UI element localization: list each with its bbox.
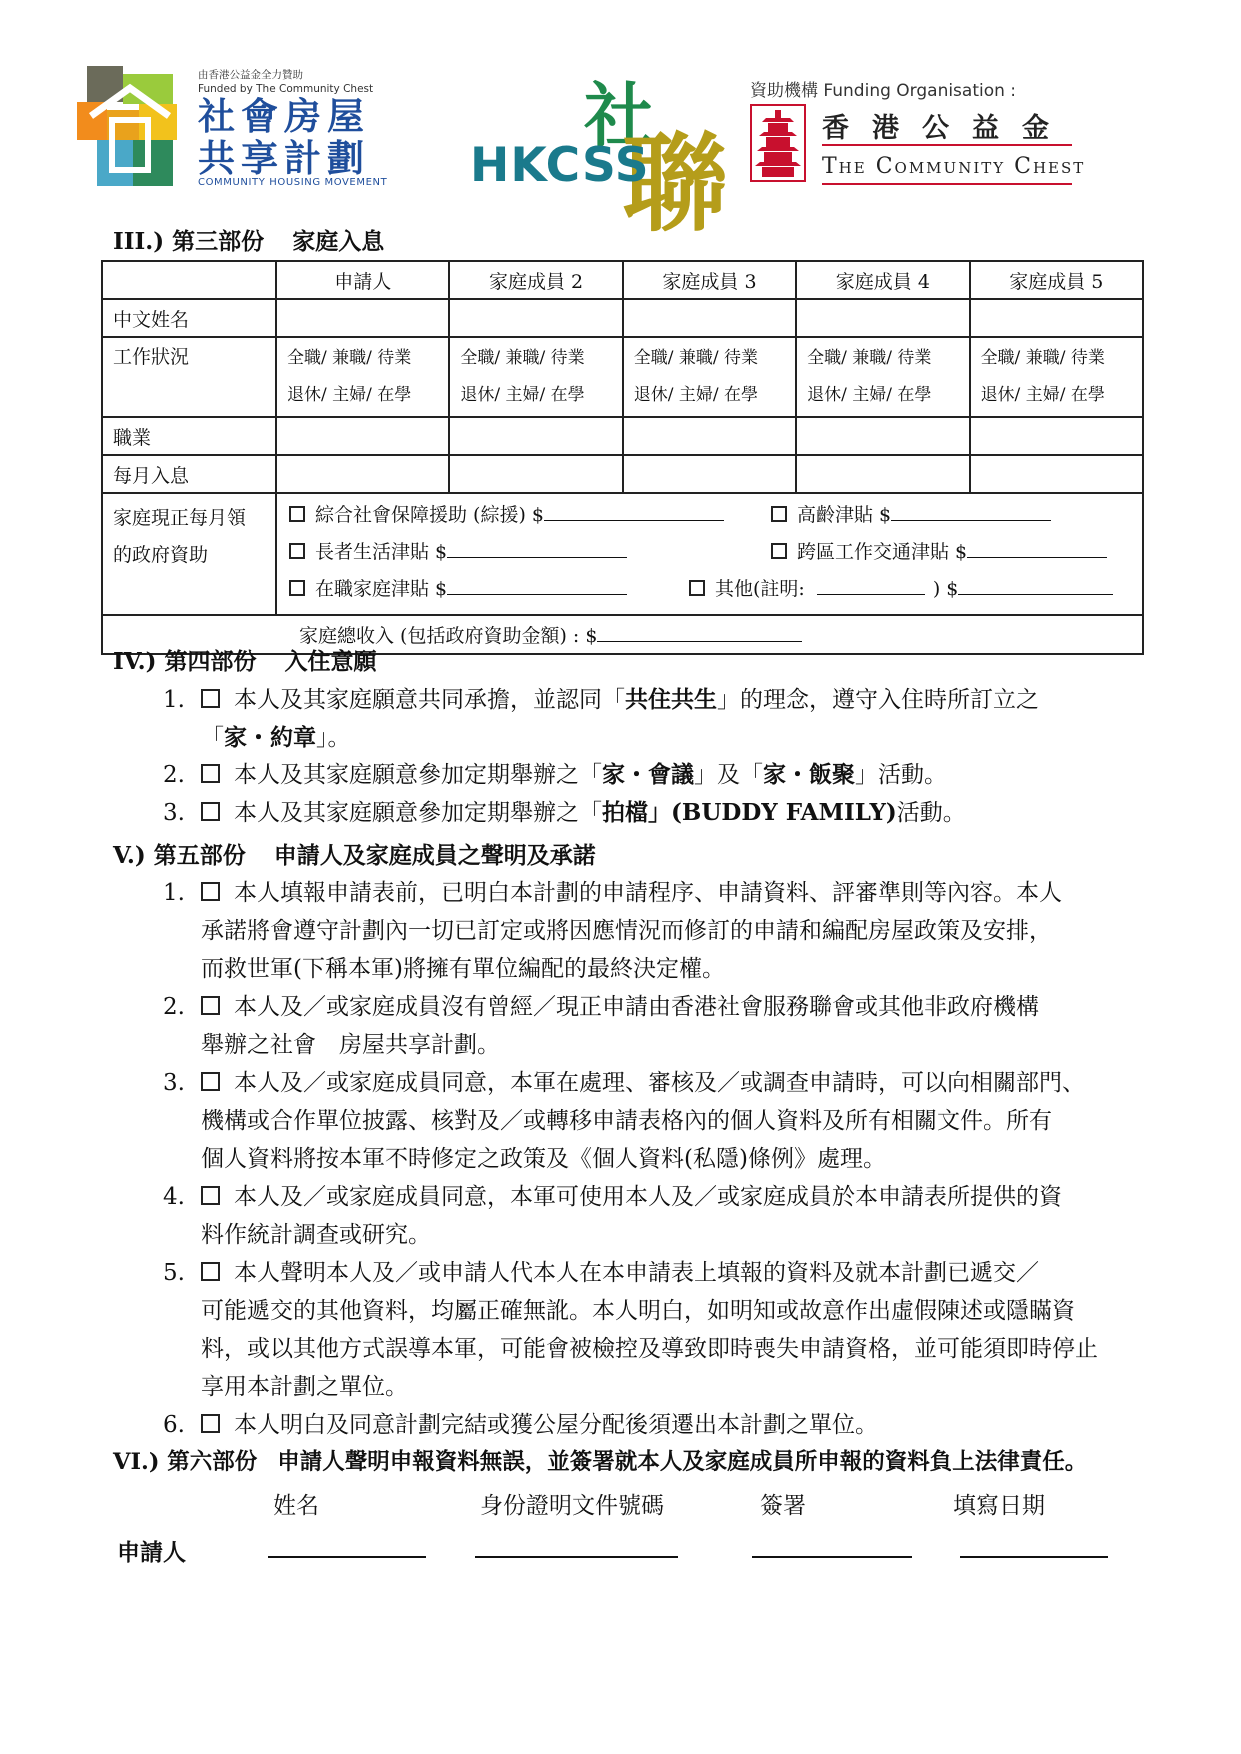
- header-member-5: 家庭成員 5: [970, 261, 1143, 299]
- section5-heading: [113, 842, 596, 870]
- checkbox-icon[interactable]: [771, 543, 787, 559]
- item-line: 本人明白及同意計劃完結或獲公屋分配後須遷出本計劃之單位。: [234, 1412, 878, 1438]
- work-status-options[interactable]: [276, 337, 449, 417]
- checkbox-icon[interactable]: [689, 580, 705, 596]
- section5-item-6: [163, 1406, 1143, 1446]
- item-bold-text: 」(BUDDY FAMILY): [648, 799, 897, 826]
- community-chest-name-cn: 香港公益金: [822, 113, 1072, 144]
- item-text: 本人及其家庭願意參加定期舉辦之「: [234, 762, 602, 788]
- applicant-signature-field[interactable]: [752, 1556, 912, 1558]
- work-status-options[interactable]: [796, 337, 969, 417]
- checkbox-icon[interactable]: [289, 580, 305, 596]
- item-number: 1.: [163, 880, 185, 906]
- hkcss-lian-glyph: 聯: [622, 121, 728, 246]
- applicant-row-label: 申請人: [117, 1539, 186, 1566]
- work-status-line1: 全職/ 兼職/ 待業: [807, 348, 932, 368]
- item-text: 活動。: [896, 800, 966, 826]
- section5-item-5: [163, 1254, 1143, 1410]
- section4-item-1: [163, 681, 1143, 761]
- section5-number: V.) 第五部份: [113, 842, 246, 869]
- item-text: 」的理念，遵守入住時所訂立之: [717, 687, 1039, 713]
- checkbox-icon[interactable]: [201, 1186, 220, 1205]
- checkbox-icon[interactable]: [201, 802, 220, 821]
- monthly-income-field[interactable]: [623, 455, 796, 493]
- chm-funded-cn: 由香港公益金全力贊助: [198, 69, 303, 81]
- row-label-work-status: 工作狀況: [102, 337, 276, 417]
- item-bold-text: 家・飯聚: [763, 761, 855, 788]
- item-text: 」。: [316, 725, 351, 751]
- section4-item-3: [163, 794, 1143, 834]
- section4-number: IV.) 第四部份: [113, 648, 257, 675]
- item-line: 本人及／或家庭成員同意，本軍在處理、審核及／或調查申請時，可以向相關部門、: [234, 1070, 1085, 1096]
- chm-name-line1: 社會房屋: [198, 95, 370, 138]
- community-housing-logo-mark: [77, 66, 183, 188]
- chm-funded-en: Funded by The Community Chest: [198, 83, 374, 95]
- community-chest-rule-top: [822, 144, 1072, 146]
- chinese-name-field[interactable]: [449, 299, 622, 337]
- occupation-field[interactable]: [796, 417, 969, 455]
- hkcss-wordmark: HKCSS: [470, 138, 650, 193]
- community-chest-pagoda-icon: [750, 104, 806, 182]
- item-body: [201, 988, 1141, 1064]
- chinese-name-field[interactable]: [796, 299, 969, 337]
- column-header-name: 姓名: [273, 1493, 319, 1519]
- item-number: 1.: [163, 687, 185, 713]
- item-number: 3.: [163, 1070, 185, 1096]
- community-chest-rule-bottom: [822, 183, 1072, 185]
- gov-oaa-amount-field[interactable]: [891, 502, 1051, 521]
- checkbox-icon[interactable]: [201, 689, 220, 708]
- table-row-chinese-name: [102, 299, 1143, 337]
- work-status-options[interactable]: [623, 337, 796, 417]
- header-member-4: 家庭成員 4: [796, 261, 969, 299]
- header-blank-cell: [102, 261, 276, 299]
- item-line: 而救世軍(下稱本軍)將擁有單位編配的最終決定權。: [201, 956, 725, 982]
- item-bold-text: 家・會議: [602, 761, 694, 788]
- item-body: [201, 874, 1141, 988]
- item-text: 本人及其家庭願意參加定期舉辦之「: [234, 800, 602, 826]
- community-chest-name-en: The Community Chest: [822, 154, 1086, 179]
- item-line: 可能遞交的其他資料，均屬正確無訛。本人明白，如明知或故意作出虛假陳述或隱瞞資: [201, 1298, 1075, 1324]
- gov-other-amount-field[interactable]: [958, 576, 1113, 595]
- section4-title: 入住意願: [284, 648, 377, 675]
- gov-option-other[interactable]: [689, 574, 1113, 601]
- section6-heading: [113, 1448, 1087, 1476]
- section4-heading: [113, 648, 376, 676]
- checkbox-icon[interactable]: [201, 1414, 220, 1433]
- section3-title: 家庭入息: [292, 228, 385, 255]
- table-row-government-allowance: [102, 493, 1143, 615]
- occupation-field[interactable]: [623, 417, 796, 455]
- gov-cssa-label: 綜合社會保障援助 (綜援) $: [315, 504, 544, 526]
- item-line: 本人及／或家庭成員沒有曾經／現正申請由香港社會服務聯會或其他非政府機構: [234, 994, 1039, 1020]
- header-member-2: 家庭成員 2: [449, 261, 622, 299]
- table-row-monthly-income: [102, 455, 1143, 493]
- item-line: 本人填報申請表前，已明白本計劃的申請程序、申請資料、評審準則等內容。本人: [234, 880, 1062, 906]
- chinese-name-field[interactable]: [276, 299, 449, 337]
- work-status-options[interactable]: [970, 337, 1143, 417]
- monthly-income-field[interactable]: [449, 455, 622, 493]
- table-row-work-status: [102, 337, 1143, 417]
- item-number: 6.: [163, 1412, 185, 1438]
- work-status-line2: 退休/ 主婦/ 在學: [633, 385, 759, 405]
- work-status-options[interactable]: [449, 337, 622, 417]
- government-allowance-options: [276, 493, 1143, 615]
- work-status-line1: 全職/ 兼職/ 待業: [633, 348, 759, 368]
- checkbox-icon[interactable]: [201, 1262, 220, 1281]
- item-text: 」及「: [694, 762, 763, 788]
- checkbox-icon[interactable]: [289, 543, 305, 559]
- gov-other-label: 其他(註明:: [715, 578, 805, 600]
- chm-name-line2: 共享計劃: [198, 137, 370, 180]
- section5-item-3: [163, 1064, 1143, 1182]
- gov-label-line2: 的政府資助: [113, 544, 209, 566]
- monthly-income-field[interactable]: [796, 455, 969, 493]
- section4-item-2: [163, 756, 1143, 796]
- item-number: 2.: [163, 762, 185, 788]
- section5-item-1: [163, 874, 1143, 992]
- gov-other-tail: ) $: [932, 578, 959, 600]
- funding-organisation-label: 資助機構 Funding Organisation :: [750, 81, 1017, 101]
- header-applicant: 申請人: [276, 261, 449, 299]
- section6-title: 申請人聲明申報資料無誤，並簽署就本人及家庭成員所申報的資料負上法律責任。: [277, 1449, 1088, 1475]
- work-status-line1: 全職/ 兼職/ 待業: [980, 348, 1105, 368]
- monthly-income-field[interactable]: [276, 455, 449, 493]
- checkbox-icon[interactable]: [201, 1072, 220, 1091]
- chm-subtitle: COMMUNITY HOUSING MOVEMENT: [198, 177, 388, 188]
- item-line: 承諾將會遵守計劃內一切已訂定或將因應情況而修訂的申請和編配房屋政策及安排，: [201, 918, 1052, 944]
- item-line: 料，或以其他方式誤導本軍，可能會被檢控及導致即時喪失申請資格，並可能須即時停止: [201, 1336, 1098, 1362]
- item-line: 本人及／或家庭成員同意，本軍可使用本人及／或家庭成員於本申請表所提供的資: [234, 1184, 1062, 1210]
- column-header-signature: 簽署: [760, 1493, 806, 1519]
- item-line: 本人聲明本人及／或申請人代本人在本申請表上填報的資料及就本計劃已遞交／: [234, 1260, 1039, 1286]
- section5-title: 申請人及家庭成員之聲明及承諾: [273, 842, 596, 869]
- checkbox-icon[interactable]: [201, 764, 220, 783]
- item-line: 舉辦之社會 房屋共享計劃。: [201, 1032, 500, 1058]
- section3-heading: [113, 228, 384, 256]
- item-body: [201, 756, 1141, 794]
- item-number: 5.: [163, 1260, 185, 1286]
- row-label-occupation: 職業: [102, 417, 276, 455]
- row-label-chinese-name: 中文姓名: [102, 299, 276, 337]
- item-text: 」活動。: [855, 762, 947, 788]
- gov-oala-amount-field[interactable]: [447, 539, 627, 558]
- total-income-field[interactable]: [597, 623, 802, 642]
- table-header-row: [102, 261, 1143, 299]
- checkbox-icon[interactable]: [771, 506, 787, 522]
- work-status-line2: 退休/ 主婦/ 在學: [807, 385, 932, 405]
- header-member-3: 家庭成員 3: [623, 261, 796, 299]
- section3-number: III.) 第三部份: [113, 228, 265, 255]
- work-status-line1: 全職/ 兼職/ 待業: [287, 348, 412, 368]
- gov-oala-label: 長者生活津貼 $: [315, 541, 448, 563]
- item-body: [201, 1254, 1141, 1406]
- work-status-line2: 退休/ 主婦/ 在學: [460, 385, 585, 405]
- column-header-id-number: 身份證明文件號碼: [480, 1493, 664, 1519]
- gov-option-transport[interactable]: [771, 537, 1107, 564]
- gov-option-oala[interactable]: [289, 537, 627, 564]
- gov-label-line1: 家庭現正每月領: [113, 507, 247, 529]
- work-status-line2: 退休/ 主婦/ 在學: [980, 385, 1105, 405]
- family-income-table: [101, 260, 1144, 655]
- item-text: 「: [201, 725, 224, 751]
- total-income-label: 家庭總收入 (包括政府資助金額) : $: [299, 625, 598, 647]
- gov-transport-label: 跨區工作交通津貼 $: [797, 541, 968, 563]
- checkbox-icon[interactable]: [201, 882, 220, 901]
- chm-name: [198, 96, 370, 180]
- item-body: [201, 794, 1141, 832]
- gov-option-wfa[interactable]: [289, 574, 627, 601]
- item-bold-text: 拍檔: [602, 799, 648, 826]
- gov-wfa-label: 在職家庭津貼 $: [315, 578, 448, 600]
- gov-option-cssa[interactable]: [289, 500, 724, 527]
- checkbox-icon[interactable]: [201, 996, 220, 1015]
- section5-item-4: [163, 1178, 1143, 1258]
- occupation-field[interactable]: [970, 417, 1143, 455]
- gov-oaa-label: 高齡津貼 $: [797, 504, 892, 526]
- applicant-id-number-field[interactable]: [475, 1556, 678, 1558]
- occupation-field[interactable]: [276, 417, 449, 455]
- work-status-line1: 全職/ 兼職/ 待業: [460, 348, 585, 368]
- hkcss-she-glyph: 社: [584, 74, 654, 157]
- item-number: 2.: [163, 994, 185, 1020]
- chinese-name-field[interactable]: [623, 299, 796, 337]
- gov-cssa-amount-field[interactable]: [544, 502, 724, 521]
- monthly-income-field[interactable]: [970, 455, 1143, 493]
- chm-funded-text: [198, 68, 373, 96]
- occupation-field[interactable]: [449, 417, 622, 455]
- gov-other-specify-field[interactable]: [817, 576, 925, 595]
- work-status-line2: 退休/ 主婦/ 在學: [287, 385, 412, 405]
- row-label-monthly-income: 每月入息: [102, 455, 276, 493]
- item-line: 個人資料將按本軍不時修定之政策及《個人資料(私隱)條例》處理。: [201, 1146, 886, 1172]
- checkbox-icon[interactable]: [289, 506, 305, 522]
- item-line: 享用本計劃之單位。: [201, 1374, 408, 1400]
- item-body: [201, 1178, 1141, 1254]
- item-text: 本人及其家庭願意共同承擔，並認同「: [234, 687, 625, 713]
- item-bold-text: 家・約章: [224, 724, 316, 751]
- item-body: [201, 1064, 1141, 1178]
- section5-item-2: [163, 988, 1143, 1068]
- gov-option-oaa[interactable]: [771, 500, 1051, 527]
- row-label-government-allowance: [102, 493, 276, 615]
- applicant-date-field[interactable]: [960, 1556, 1108, 1558]
- item-number: 4.: [163, 1184, 185, 1210]
- item-number: 3.: [163, 800, 185, 826]
- applicant-name-field[interactable]: [268, 1556, 426, 1558]
- table-row-occupation: [102, 417, 1143, 455]
- column-header-date: 填寫日期: [953, 1493, 1045, 1519]
- gov-transport-amount-field[interactable]: [967, 539, 1107, 558]
- item-bold-text: 共住共生: [625, 686, 717, 713]
- item-body: [201, 1406, 1141, 1444]
- item-line: 機構或合作單位披露、核對及／或轉移申請表格內的個人資料及所有相關文件。所有: [201, 1108, 1052, 1134]
- section6-number: VI.) 第六部份: [113, 1449, 258, 1475]
- chinese-name-field[interactable]: [970, 299, 1143, 337]
- item-line: 料作統計調查或研究。: [201, 1222, 431, 1248]
- gov-wfa-amount-field[interactable]: [447, 576, 627, 595]
- item-body: [201, 681, 1141, 757]
